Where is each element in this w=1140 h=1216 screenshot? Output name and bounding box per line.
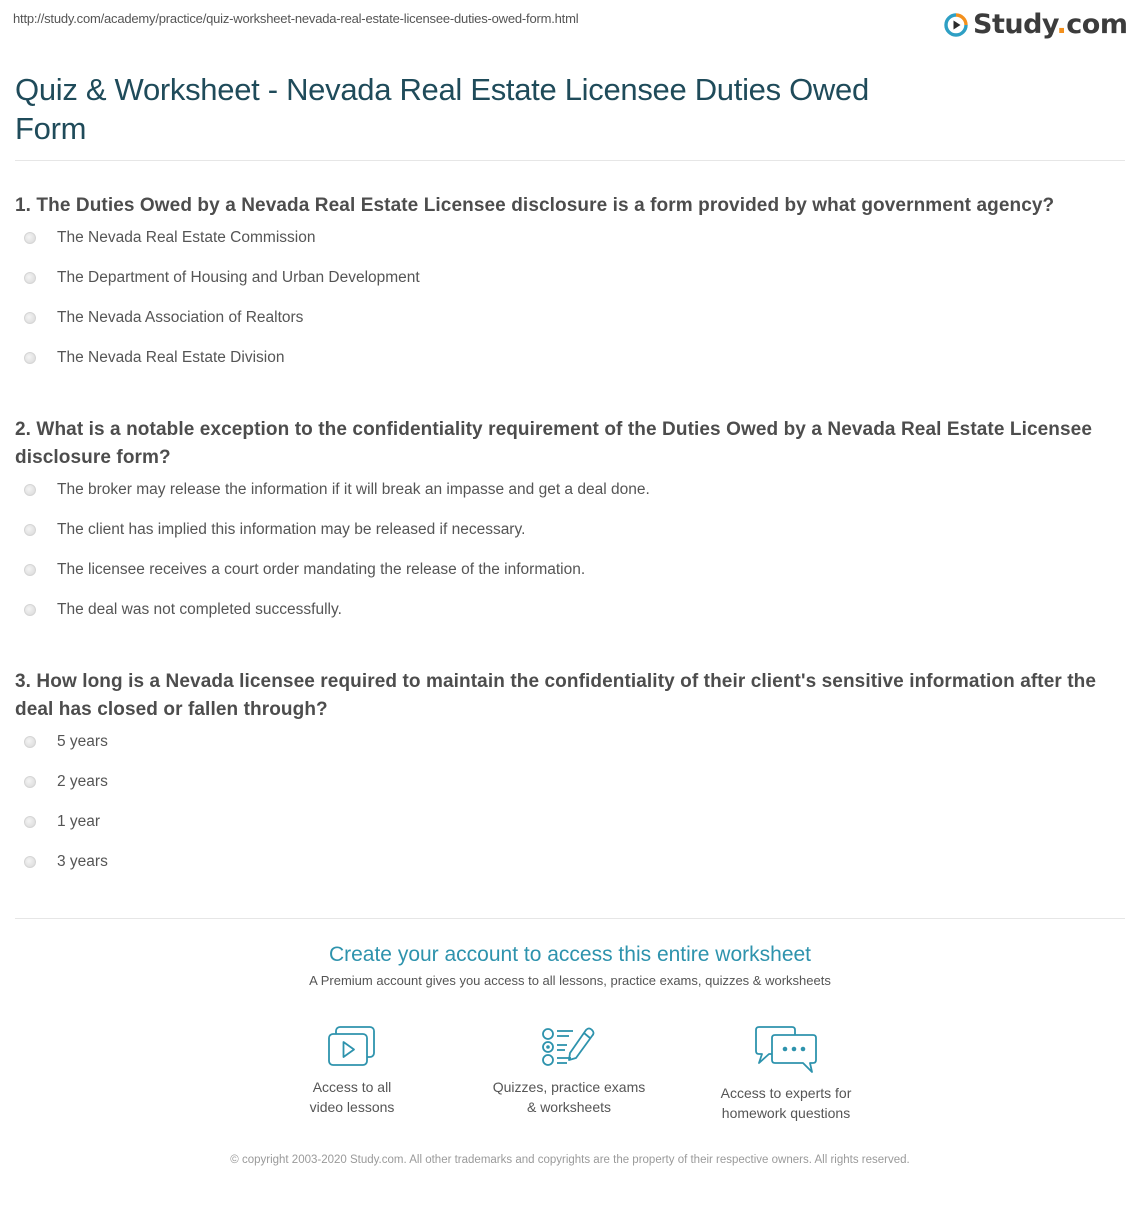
answer-label: The broker may release the information if it will break an impasse and get a deal done. <box>57 481 650 498</box>
answer-option[interactable] <box>15 842 1125 882</box>
answer-option[interactable] <box>15 338 1125 378</box>
question-1 <box>15 192 1125 378</box>
question-text: 3. How long is a Nevada licensee required to maintain the confidentiality of their client's sensitive information after the deal has closed or fallen through? <box>15 671 1097 720</box>
answer-label: The Nevada Real Estate Commission <box>57 229 316 246</box>
radio-button[interactable] <box>24 604 36 616</box>
answer-option[interactable] <box>15 722 1125 762</box>
answer-option[interactable] <box>15 550 1125 590</box>
answer-label: 2 years <box>57 773 108 790</box>
radio-button[interactable] <box>24 312 36 324</box>
radio-button[interactable] <box>24 272 36 284</box>
question-text: 1. The Duties Owed by a Nevada Real Estate Licensee disclosure is a form provided by what government agency? <box>15 195 1055 216</box>
question-3 <box>15 668 1125 882</box>
question-2 <box>15 416 1125 630</box>
radio-button[interactable] <box>24 484 36 496</box>
radio-button[interactable] <box>24 524 36 536</box>
premium-features <box>0 1025 1140 1125</box>
radio-button[interactable] <box>24 776 36 788</box>
answer-option[interactable] <box>15 298 1125 338</box>
logo-wordmark: Study.com <box>973 9 1128 40</box>
feature-quizzes <box>469 1025 669 1117</box>
radio-button[interactable] <box>24 564 36 576</box>
feature-label-line1: Quizzes, practice exams <box>492 1079 646 1095</box>
feature-label-line2: homework questions <box>721 1105 851 1121</box>
section-divider <box>15 918 1125 919</box>
answer-label: The client has implied this information may be released if necessary. <box>57 521 526 538</box>
answer-option[interactable] <box>15 470 1125 510</box>
radio-button[interactable] <box>24 736 36 748</box>
radio-button[interactable] <box>24 816 36 828</box>
page-title: Quiz & Worksheet - Nevada Real Estate Licensee Duties Owed Form <box>15 72 869 146</box>
cta-subtitle: A Premium account gives you access to all lessons, practice exams, quizzes & worksheets <box>309 973 831 988</box>
answer-option[interactable] <box>15 802 1125 842</box>
page-url: http://study.com/academy/practice/quiz-worksheet-nevada-real-estate-licensee-duties-owed-form.html <box>13 11 579 26</box>
play-circle-icon <box>944 13 968 37</box>
title-divider <box>15 160 1125 161</box>
signup-cta <box>0 942 1140 988</box>
answer-label: The licensee receives a court order mandating the release of the information. <box>57 561 586 578</box>
answer-label: 5 years <box>57 733 108 750</box>
radio-button[interactable] <box>24 232 36 244</box>
feature-label-line2: & worksheets <box>526 1099 612 1115</box>
feature-label-line2: video lessons <box>309 1099 395 1115</box>
answer-option[interactable] <box>15 218 1125 258</box>
question-text: 2. What is a notable exception to the confidentiality requirement of the Duties Owed by a Nevada Real Estate Licensee disclosure form? <box>15 419 1093 468</box>
answer-label: The Department of Housing and Urban Development <box>57 269 420 286</box>
radio-button[interactable] <box>24 856 36 868</box>
answer-option[interactable] <box>15 258 1125 298</box>
answer-label: 3 years <box>57 853 108 870</box>
cta-title-link[interactable]: Create your account to access this entire worksheet <box>328 943 812 966</box>
video-lessons-icon <box>252 1025 452 1069</box>
answer-option[interactable] <box>15 762 1125 802</box>
answer-label: The deal was not completed successfully. <box>57 601 342 618</box>
answer-label: The Nevada Real Estate Division <box>57 349 285 366</box>
feature-label-line1: Access to all <box>312 1079 392 1095</box>
study-logo[interactable] <box>944 8 1128 42</box>
copyright-footer: © copyright 2003-2020 Study.com. All other trademarks and copyrights are the property of their respective owners. All rights reserved. <box>230 1154 910 1166</box>
feature-experts <box>686 1025 886 1123</box>
feature-label-line1: Access to experts for <box>720 1085 852 1101</box>
answer-label: 1 year <box>57 813 101 830</box>
radio-button[interactable] <box>24 352 36 364</box>
chat-bubbles-icon <box>686 1025 886 1075</box>
answer-option[interactable] <box>15 590 1125 630</box>
quiz-checklist-icon <box>469 1025 669 1069</box>
answer-label: The Nevada Association of Realtors <box>57 309 304 326</box>
answer-option[interactable] <box>15 510 1125 550</box>
feature-video-lessons <box>252 1025 452 1117</box>
